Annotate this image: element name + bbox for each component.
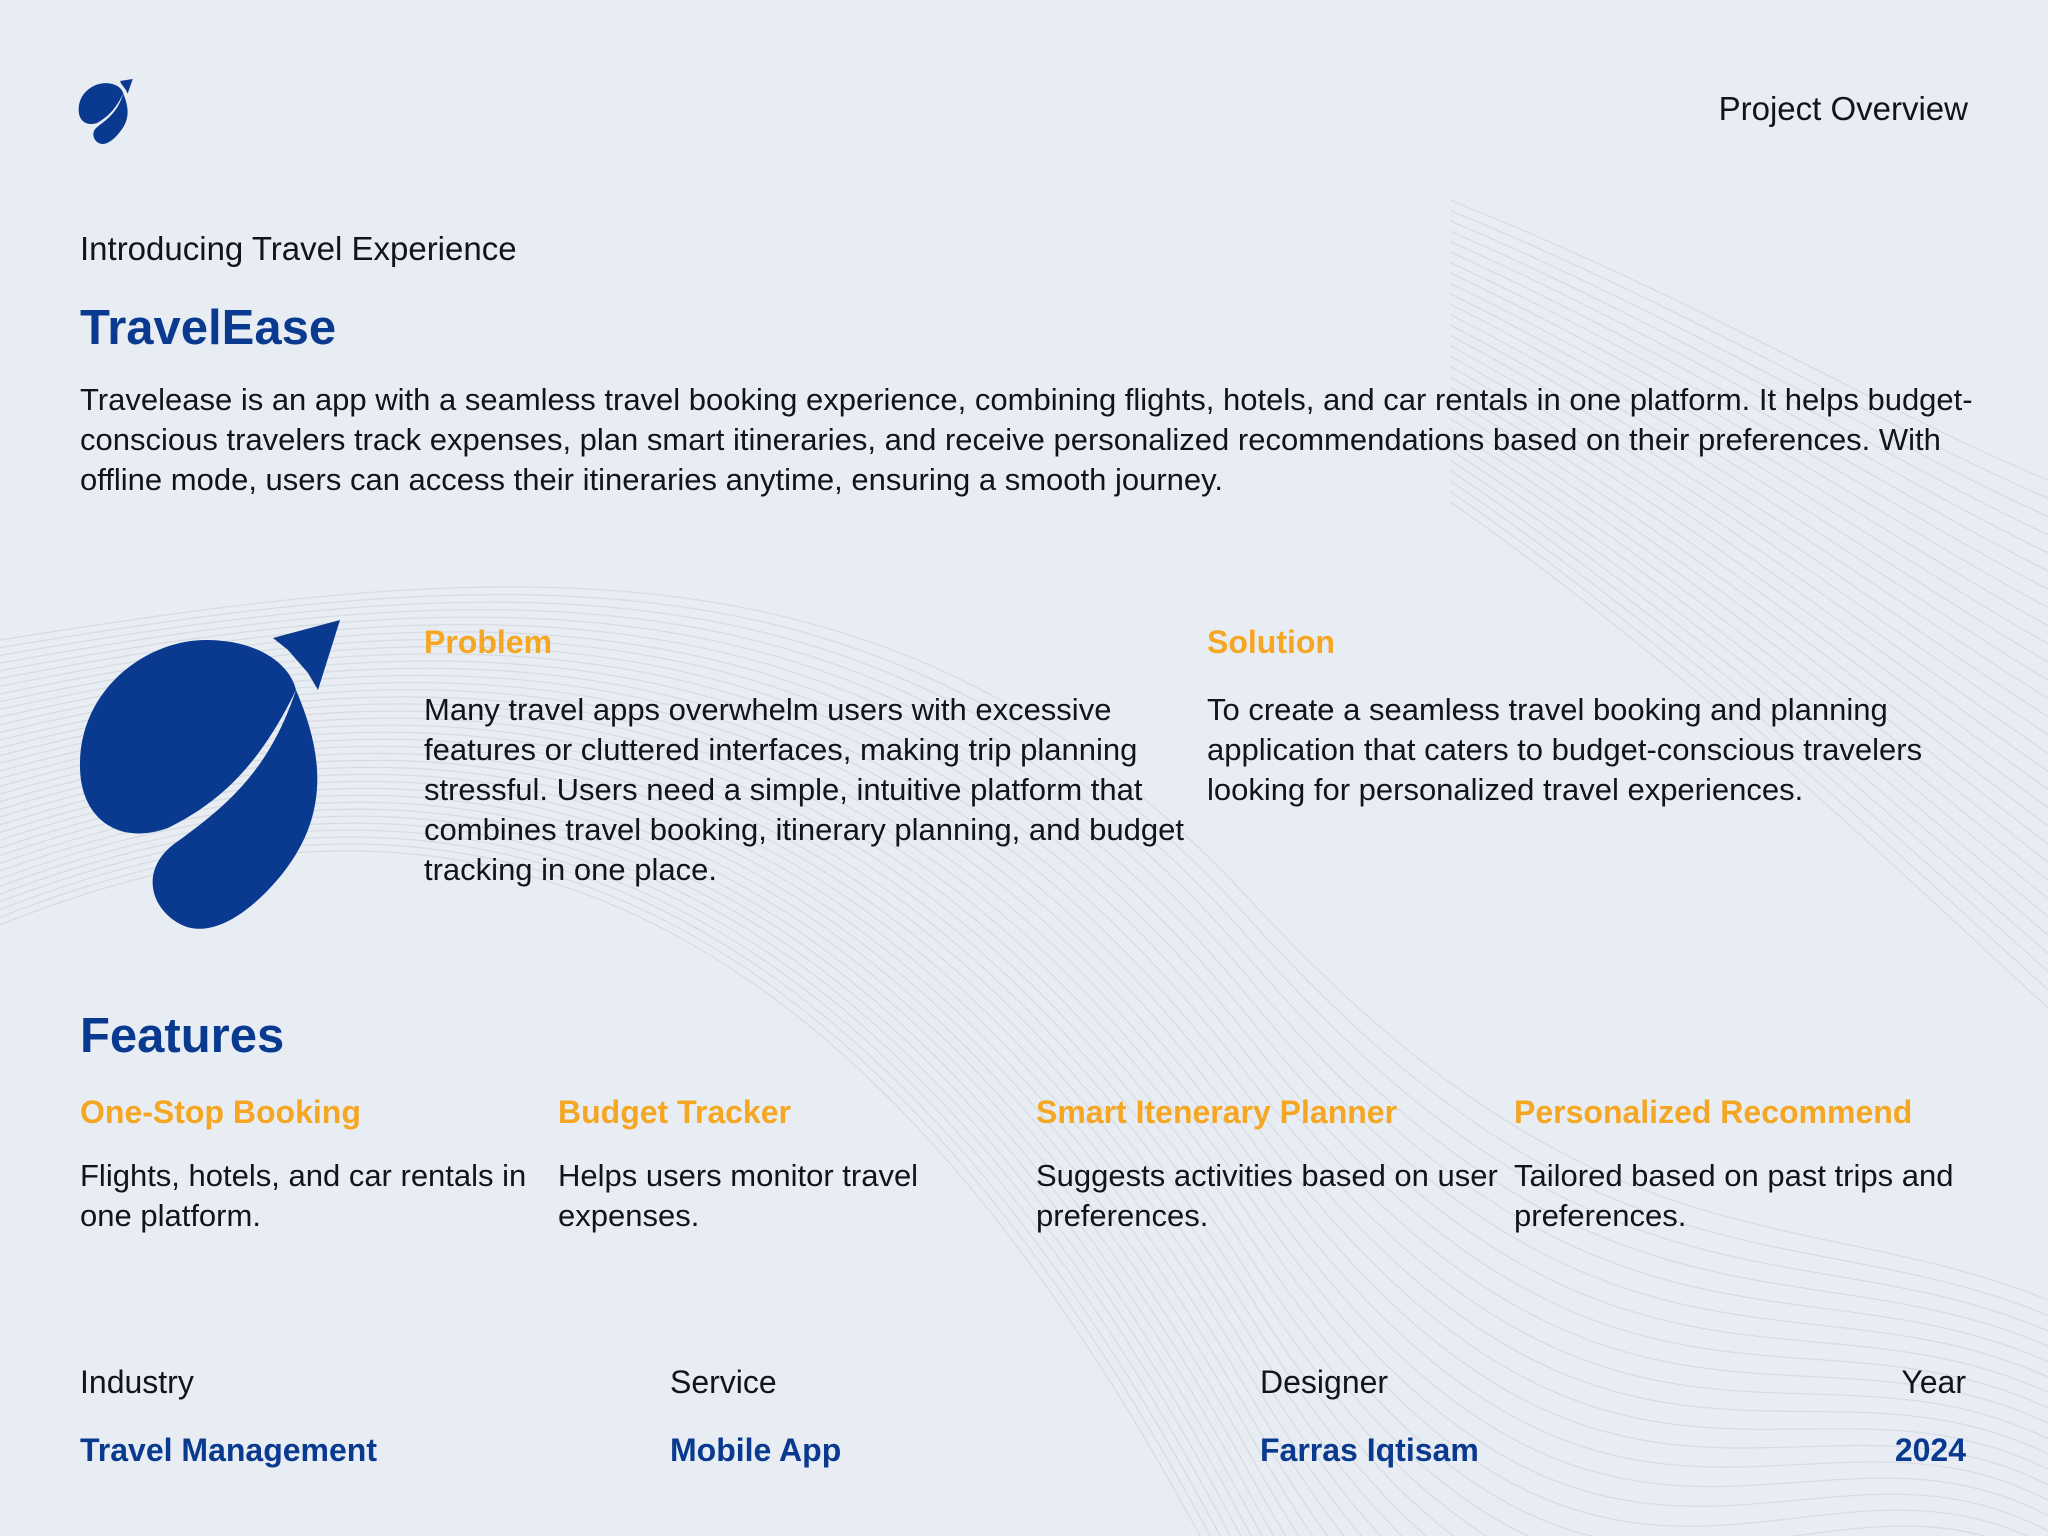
problem-text: Many travel apps overwhelm users with excessive features or cluttered interfaces, making trip planning stressful. Users need a simple, intuitive platform that combines travel booking, itinerary planning, and budget tracking in one place.: [424, 692, 1184, 887]
solution-text: To create a seamless travel booking and planning application that caters to budget-conscious travelers looking for personalized travel experiences.: [1207, 692, 1923, 807]
feature-heading: Budget Tracker: [558, 1094, 791, 1130]
intro-label: Introducing Travel Experience: [80, 230, 517, 267]
meta-value: 2024: [1894, 1432, 1966, 1468]
meta-year: [1895, 1362, 1966, 1470]
feature-one-stop-booking: [80, 1090, 550, 1236]
meta-industry: [80, 1362, 377, 1470]
meta-label: Designer: [1260, 1364, 1389, 1400]
feature-budget-tracker: [558, 1090, 1028, 1236]
meta-service: [670, 1362, 841, 1470]
travelease-large-logo-icon: [78, 618, 344, 932]
solution-heading: Solution: [1207, 624, 1335, 660]
feature-text: Flights, hotels, and car rentals in one platform.: [80, 1158, 527, 1233]
meta-value: Farras Iqtisam: [1260, 1432, 1479, 1468]
section-label: Project Overview: [1718, 90, 1968, 127]
meta-designer: [1260, 1362, 1479, 1470]
feature-text: Tailored based on past trips and preferences.: [1514, 1158, 1954, 1233]
page-title: TravelEase: [80, 301, 337, 355]
problem-heading: Problem: [424, 624, 553, 660]
problem-section: [424, 620, 1184, 890]
feature-heading: One-Stop Booking: [80, 1094, 361, 1130]
features-title: Features: [80, 1009, 285, 1063]
meta-label: Industry: [80, 1364, 194, 1400]
feature-text: Suggests activities based on user preferences.: [1036, 1158, 1498, 1233]
meta-label: Year: [1901, 1364, 1966, 1400]
meta-value: Mobile App: [670, 1432, 842, 1468]
meta-label: Service: [670, 1364, 777, 1400]
app-description: Travelease is an app with a seamless travel booking experience, combining flights, hotels, and car rentals in one platform. It helps budget-conscious travelers track expenses, plan smart itineraries, and receive personalized recommendations based on their preferences. With offline mode, users can access their itineraries anytime, ensuring a smooth journey.: [80, 382, 1973, 497]
solution-section: [1207, 620, 1967, 810]
feature-text: Helps users monitor travel expenses.: [558, 1158, 919, 1233]
travelease-logo-icon: [78, 78, 134, 146]
meta-value: Travel Management: [80, 1432, 377, 1468]
feature-heading: Smart Itenerary Planner: [1036, 1094, 1398, 1130]
feature-heading: Personalized Recommend: [1514, 1094, 1913, 1130]
feature-smart-itinerary-planner: [1036, 1090, 1506, 1236]
feature-personalized-recommend: [1514, 1090, 1984, 1236]
